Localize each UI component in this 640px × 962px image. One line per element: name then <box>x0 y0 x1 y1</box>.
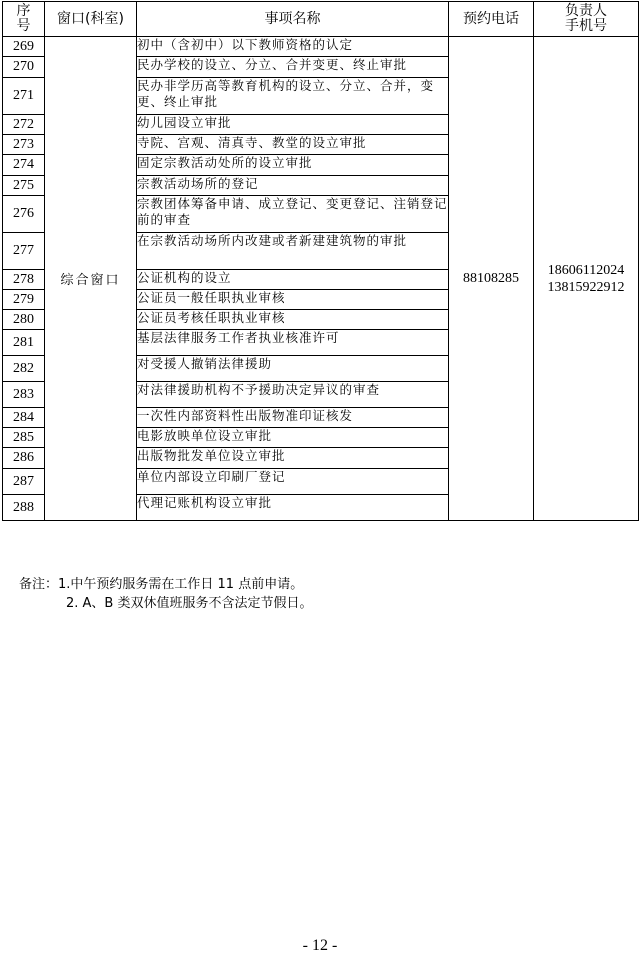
row-number: 274 <box>3 155 45 176</box>
item-name: 初中（含初中）以下教师资格的认定 <box>137 37 449 57</box>
table-header-row <box>3 2 639 37</box>
item-name: 幼儿园设立审批 <box>137 115 449 135</box>
row-number: 279 <box>3 290 45 310</box>
row-number: 282 <box>3 356 45 382</box>
service-items-table <box>2 1 639 521</box>
notes <box>19 575 312 613</box>
item-name: 对法律援助机构不予援助决定异议的审查 <box>137 382 449 408</box>
item-name: 民办非学历高等教育机构的设立、分立、合并，变更、终止审批 <box>137 78 449 115</box>
item-name: 基层法律服务工作者执业核准许可 <box>137 330 449 356</box>
item-name: 公证员考核任职执业审核 <box>137 310 449 330</box>
row-number: 288 <box>3 495 45 521</box>
row-number: 286 <box>3 448 45 469</box>
row-number: 270 <box>3 57 45 78</box>
header-item: 事项名称 <box>137 2 449 37</box>
row-number: 276 <box>3 196 45 233</box>
item-name: 公证机构的设立 <box>137 270 449 290</box>
item-name: 公证员一般任职执业审核 <box>137 290 449 310</box>
header-responsible: 负责人手机号 <box>534 2 639 37</box>
item-name: 一次性内部资料性出版物准印证核发 <box>137 408 449 428</box>
header-phone: 预约电话 <box>449 2 534 37</box>
row-number: 287 <box>3 469 45 495</box>
item-name: 固定宗教活动处所的设立审批 <box>137 155 449 176</box>
row-number: 281 <box>3 330 45 356</box>
row-number: 284 <box>3 408 45 428</box>
row-number: 273 <box>3 135 45 155</box>
table-row <box>3 37 639 57</box>
item-name: 电影放映单位设立审批 <box>137 428 449 448</box>
row-number: 275 <box>3 176 45 196</box>
row-number: 272 <box>3 115 45 135</box>
row-number: 269 <box>3 37 45 57</box>
booking-phone-cell: 88108285 <box>449 37 534 521</box>
item-name: 寺院、宫观、清真寺、教堂的设立审批 <box>137 135 449 155</box>
window-cell: 综合窗口 <box>45 37 137 521</box>
row-number: 271 <box>3 78 45 115</box>
responsible-phone: 13815922912 <box>547 279 625 295</box>
item-name: 出版物批发单位设立审批 <box>137 448 449 469</box>
item-name: 代理记账机构设立审批 <box>137 495 449 521</box>
item-name: 单位内部设立印刷厂登记 <box>137 469 449 495</box>
row-number: 280 <box>3 310 45 330</box>
row-number: 277 <box>3 233 45 270</box>
header-seq: 序号 <box>3 2 45 37</box>
item-name: 宗教团体筹备申请、成立登记、变更登记、注销登记前的审查 <box>137 196 449 233</box>
responsible-phone: 18606112024 <box>547 262 625 278</box>
item-name: 对受援人撤销法律援助 <box>137 356 449 382</box>
row-number: 278 <box>3 270 45 290</box>
note-line-1: 备注：1.中午预约服务需在工作日 11 点前申请。 <box>19 577 304 592</box>
row-number: 285 <box>3 428 45 448</box>
item-name: 在宗教活动场所内改建或者新建建筑物的审批 <box>137 233 449 270</box>
page-number: - 12 - <box>302 937 338 954</box>
responsible-phones-cell <box>534 37 639 521</box>
item-name: 宗教活动场所的登记 <box>137 176 449 196</box>
note-line-2: 2. A、B 类双休值班服务不含法定节假日。 <box>66 596 313 611</box>
row-number: 283 <box>3 382 45 408</box>
header-window: 窗口(科室) <box>45 2 137 37</box>
item-name: 民办学校的设立、分立、合并变更、终止审批 <box>137 57 449 78</box>
